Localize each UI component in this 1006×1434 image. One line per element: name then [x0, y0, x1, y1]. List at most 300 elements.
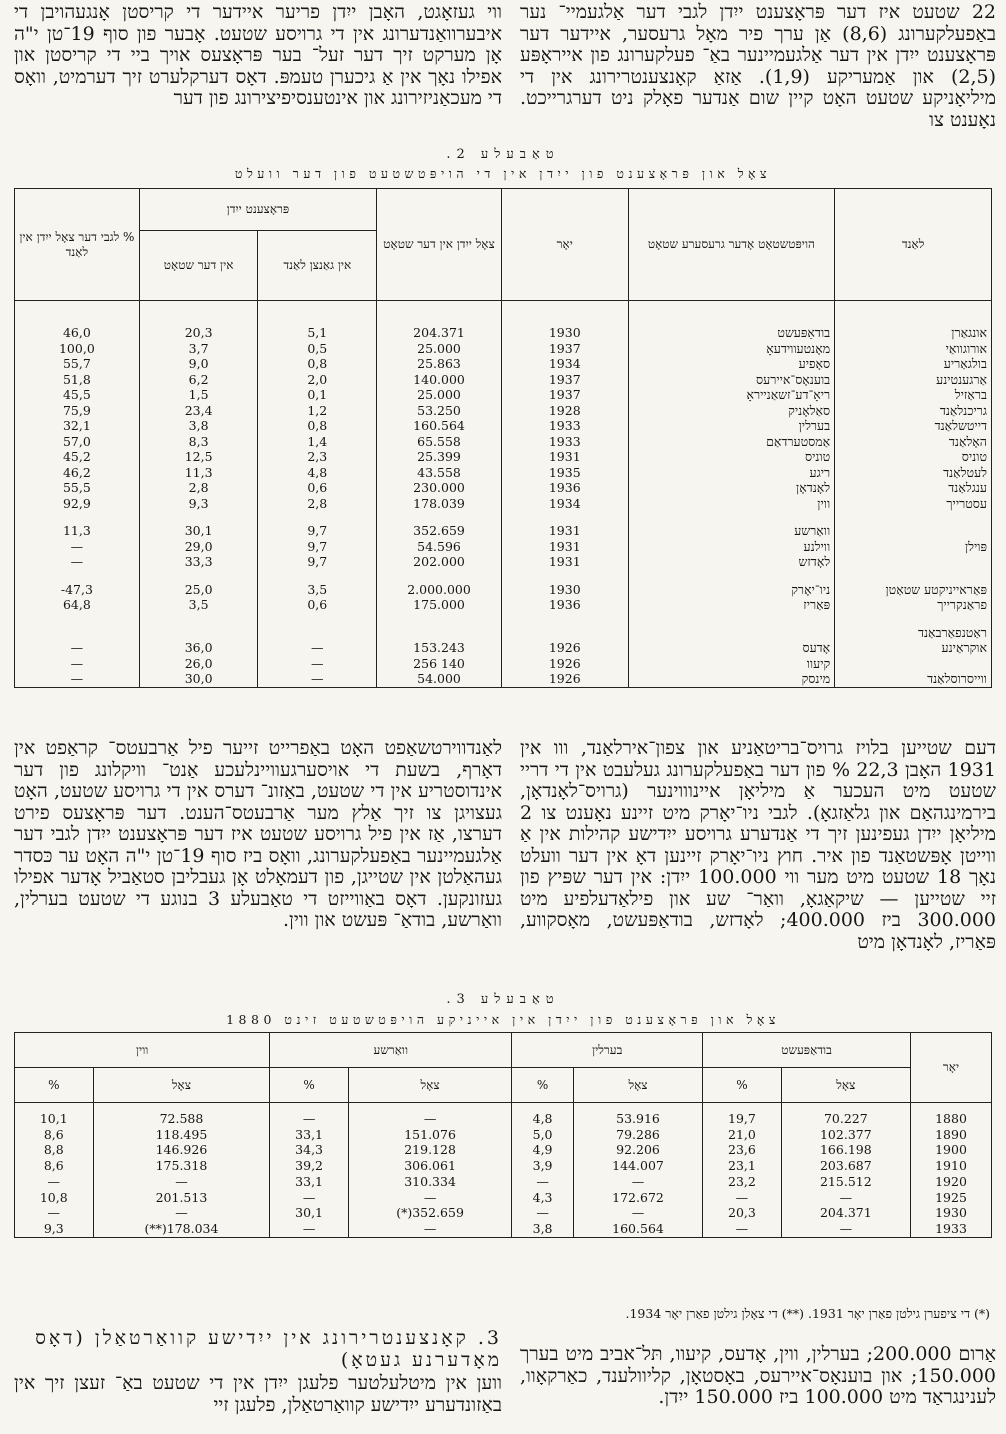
- cell-percent-city: 20,3: [139, 325, 258, 341]
- cell-share: 64,8: [15, 597, 140, 613]
- cell-count: 203.687: [781, 1158, 910, 1174]
- cell-year: 1926: [501, 640, 628, 656]
- t3-header-count: צאָל: [93, 1068, 270, 1103]
- cell-percent: 10,1: [15, 1103, 94, 1127]
- spacer-cell: [501, 570, 628, 582]
- t3-header-count: צאָל: [348, 1068, 511, 1103]
- spacer-cell: [258, 301, 377, 314]
- cell-country: ווייסרוסלאַנד: [835, 671, 992, 687]
- cell-percent: 19,7: [703, 1103, 782, 1127]
- table-row: [15, 656, 992, 672]
- table-row: [15, 1158, 992, 1174]
- table-spacer: [15, 613, 992, 625]
- cell-count: —: [348, 1190, 511, 1206]
- cell-percent-country: 4,8: [258, 465, 377, 481]
- cell-year: 1928: [501, 403, 628, 419]
- cell-total: 352.659: [377, 523, 502, 539]
- cell-percent: 23,2: [703, 1174, 782, 1190]
- cell-total: 2.000.000: [377, 582, 502, 598]
- cell-percent-city: 30,1: [139, 523, 258, 539]
- spacer-cell: [835, 511, 992, 523]
- cell-total: 230.000: [377, 480, 502, 496]
- cell-city: בודאַפּעשט: [628, 325, 835, 341]
- cell-country: פּאַראייניקטע שטאַטן: [835, 582, 992, 598]
- table-row: [15, 582, 992, 598]
- cell-year: 1930: [911, 1205, 992, 1221]
- cell-share: 100,0: [15, 341, 140, 357]
- cell-year: 1926: [501, 656, 628, 672]
- spacer-cell: [835, 570, 992, 582]
- cell-percent-country: 0,8: [258, 356, 377, 372]
- t3-header-percent: %: [512, 1068, 574, 1103]
- t3-header-city-1: בערלין: [512, 1033, 703, 1068]
- cell-percent-city: 25,0: [139, 582, 258, 598]
- cell-total: 65.558: [377, 434, 502, 450]
- cell-count: —: [93, 1174, 270, 1190]
- t3-header-city-0: בודאַפּעשט: [703, 1033, 911, 1068]
- cell-percent: —: [270, 1221, 349, 1237]
- cell-total: 202.000: [377, 554, 502, 570]
- mid-left-text: לאַנדווירטשאַפט האָט באַפרייט זייער פיל אַרבעטס־ קראַפט אין דאָרף, בשעת די אויסערגעוויינלעכע אַנט־ וויקלונג פון דער אינדוסטריע אין די שטעט, באַזונ־ דערס אין די גרויסע שטעט, האָט געצויגן צו זיך אַלץ מער אַרבעטס־הענט. דער פּראָצעס פירט דערצו, אַז אין פיל גרויסע שטעט איז דער פּראָצענט ייִדן לגבי דער אַלגעמיינער באַפעלקערונג, וואָס ביז סוף 19־טן י"ה האָט ער כּסדר געהאַלטן אין שטייגן, פון דעמאָלט אָן געבליבן סטאַביל אָדער אפילו געזונקען. דאָס באַווייזט די טאַבעלע 3 בנוגע די שטעט בערלין, וואַרשע, בודאַ־ פּעשט און ווין.: [14, 738, 502, 931]
- cell-total: 140 256: [377, 656, 502, 672]
- table-spacer: [15, 570, 992, 582]
- bottom-left-column: [14, 1328, 502, 1432]
- cell-year: 1935: [501, 465, 628, 481]
- t3-header-city-2: וואַרשע: [270, 1033, 512, 1068]
- cell-count: 175.318: [93, 1158, 270, 1174]
- cell-percent: —: [270, 1190, 349, 1206]
- cell-count: 215.512: [781, 1174, 910, 1190]
- t3-header-percent: %: [703, 1068, 782, 1103]
- t3-header-percent: %: [270, 1068, 349, 1103]
- top-left-text: ווי געזאָגט, האָבן ייִדן פריער איידער די קריסטן אָנגעהויבן די איבערוואַנדערונג אין די גרויסע שטעט. אָבער פון סוף 19־טן י"ה אָן מערקט זיך דער זעל־ בער פּראָצעס אויך ביי די קריסטן און אפילו נאָך אין אַ גיכערן טעמפּ. דאָס דערקלערט זיך דערמיט, וואָס די מעכאַניזירונג און אינטענסיפיצירונג פון דער: [14, 2, 502, 109]
- table-row: [15, 1142, 992, 1158]
- cell-count: 72.588: [93, 1103, 270, 1127]
- t3-header-year: יאָר: [911, 1033, 992, 1103]
- cell-count: 204.371: [781, 1205, 910, 1221]
- cell-percent-city: 3,7: [139, 341, 258, 357]
- cell-share: 75,9: [15, 403, 140, 419]
- t2-header-percent-group: פּראָצענט ייִדן: [139, 189, 376, 231]
- cell-country: [835, 554, 992, 570]
- table3-subheader: [15, 1068, 992, 1103]
- cell-percent: —: [270, 1103, 349, 1127]
- cell-percent-city: 26,0: [139, 656, 258, 672]
- spacer-cell: [15, 313, 140, 325]
- cell-percent: 34,3: [270, 1142, 349, 1158]
- cell-total: 54.596: [377, 539, 502, 555]
- cell-country: עסטרייך: [835, 496, 992, 512]
- t2-header-total: צאָל ייִדן אין דער שטאָט: [377, 189, 502, 301]
- cell-percent: 8,6: [15, 1127, 94, 1143]
- cell-total: 175.000: [377, 597, 502, 613]
- t2-header-year: יאָר: [501, 189, 628, 301]
- cell-count: 146.926: [93, 1142, 270, 1158]
- cell-total: 43.558: [377, 465, 502, 481]
- spacer-cell: [15, 613, 140, 625]
- cell-percent-city: 12,5: [139, 449, 258, 465]
- table-row: [15, 418, 992, 434]
- table-row: [15, 403, 992, 419]
- spacer-cell: [501, 313, 628, 325]
- cell-country: לעטלאַנד: [835, 465, 992, 481]
- cell-count: 151.076: [348, 1127, 511, 1143]
- table3-footnote: (*) די ציפערן גילטן פאַרן יאָר 1931. (**) די צאָלן גילטן פאַרן יאָר 1934.: [625, 1306, 990, 1321]
- cell-percent: —: [15, 1174, 94, 1190]
- cell-percent: 8,6: [15, 1158, 94, 1174]
- table-row: [15, 671, 992, 687]
- t3-header-percent: %: [15, 1068, 94, 1103]
- cell-percent-city: 36,0: [139, 640, 258, 656]
- cell-count: 178.034(**): [93, 1221, 270, 1237]
- cell-city: לאָדזש: [628, 554, 835, 570]
- cell-count: 172.672: [573, 1190, 702, 1206]
- cell-percent-country: 1,4: [258, 434, 377, 450]
- cell-percent: —: [512, 1174, 574, 1190]
- table-row: [15, 1103, 992, 1127]
- table-row: [15, 1190, 992, 1206]
- cell-count: 310.334: [348, 1174, 511, 1190]
- table2-title: צאָל און פּראָצענט פון ייִדן אין די הויפּטשטעט פון דער וועלט: [234, 166, 772, 181]
- cell-city: ווילנע: [628, 539, 835, 555]
- cell-country: גריכנלאַנד: [835, 403, 992, 419]
- cell-share: —: [15, 656, 140, 672]
- cell-percent: 8,8: [15, 1142, 94, 1158]
- cell-percent-country: 2,8: [258, 496, 377, 512]
- cell-count: —: [573, 1205, 702, 1221]
- cell-share: —: [15, 640, 140, 656]
- cell-year: 1890: [911, 1127, 992, 1143]
- cell-year: 1920: [911, 1174, 992, 1190]
- cell-count: —: [93, 1205, 270, 1221]
- cell-city: אָדעס: [628, 640, 835, 656]
- spacer-cell: [377, 570, 502, 582]
- cell-country: בראַזיל: [835, 387, 992, 403]
- spacer-cell: [501, 613, 628, 625]
- spacer-cell: [15, 511, 140, 523]
- table-row: [15, 372, 992, 388]
- cell-count: 306.061: [348, 1158, 511, 1174]
- cell-percent: 3,8: [512, 1221, 574, 1237]
- cell-count: —: [348, 1103, 511, 1127]
- cell-percent: —: [512, 1205, 574, 1221]
- cell-country: ראַטנפאַרבאַנד: [835, 625, 992, 641]
- cell-year: 1926: [501, 671, 628, 687]
- cell-percent: 3,9: [512, 1158, 574, 1174]
- cell-year: 1937: [501, 341, 628, 357]
- cell-percent: 21,0: [703, 1127, 782, 1143]
- cell-share: —: [15, 539, 140, 555]
- cell-country: ענגלאַנד: [835, 480, 992, 496]
- spacer-cell: [139, 301, 258, 314]
- cell-percent: —: [15, 1205, 94, 1221]
- cell-country: פּוילן: [835, 539, 992, 555]
- cell-total: 25.000: [377, 341, 502, 357]
- cell-country: אַרגענטינע: [835, 372, 992, 388]
- cell-percent-country: 2,0: [258, 372, 377, 388]
- mid-right-paragraph: [520, 738, 996, 1013]
- cell-count: 92.206: [573, 1142, 702, 1158]
- cell-empty: [377, 625, 502, 641]
- cell-year: 1934: [501, 356, 628, 372]
- top-left-paragraph: [14, 2, 502, 130]
- cell-city: מאָנטעווידעאָ: [628, 341, 835, 357]
- t2-header-share: % לגבי דער צאָל ייִדן אין לאַנד: [15, 189, 140, 301]
- cell-count: —: [781, 1190, 910, 1206]
- cell-count: —: [348, 1221, 511, 1237]
- top-right-paragraph: [520, 2, 996, 130]
- cell-share: 11,3: [15, 523, 140, 539]
- cell-city: ניו־יאָרק: [628, 582, 835, 598]
- cell-city: ריאָ־דע־זשאַנייראָ: [628, 387, 835, 403]
- cell-year: 1937: [501, 387, 628, 403]
- cell-percent-city: 9,3: [139, 496, 258, 512]
- table-row: [15, 1221, 992, 1237]
- cell-total: 25.863: [377, 356, 502, 372]
- table-row: [15, 523, 992, 539]
- table-row: [15, 1174, 992, 1190]
- spacer-cell: [628, 511, 835, 523]
- cell-share: —: [15, 554, 140, 570]
- cell-country: אורוגוואַי: [835, 341, 992, 357]
- cell-percent-country: 3,5: [258, 582, 377, 598]
- cell-percent: 30,1: [270, 1205, 349, 1221]
- cell-total: 204.371: [377, 325, 502, 341]
- spacer-cell: [377, 511, 502, 523]
- spacer-cell: [258, 313, 377, 325]
- spacer-cell: [377, 613, 502, 625]
- bottom-left-text: ווען אין מיטלעלטער פלעגן ייִדן אין די שטעט באַ־ זעצן זיך אין באַזונדערע ייִדישע קוואַרטאַלן, פלעגן זיי: [14, 1372, 502, 1416]
- cell-total: 140.000: [377, 372, 502, 388]
- table-row: [15, 449, 992, 465]
- cell-percent-country: 0,8: [258, 418, 377, 434]
- spacer-cell: [139, 313, 258, 325]
- table-spacer: [15, 301, 992, 314]
- cell-city: טוניס: [628, 449, 835, 465]
- spacer-cell: [628, 301, 835, 314]
- table-row: [15, 356, 992, 372]
- cell-percent-city: 2,8: [139, 480, 258, 496]
- cell-count: 352.659(*): [348, 1205, 511, 1221]
- table-row: [15, 325, 992, 341]
- cell-share: 46,2: [15, 465, 140, 481]
- table2-body: [15, 301, 992, 688]
- cell-year: 1930: [501, 582, 628, 598]
- cell-count: 102.377: [781, 1127, 910, 1143]
- cell-percent-city: 33,3: [139, 554, 258, 570]
- table-row: [15, 387, 992, 403]
- t3-header-count: צאָל: [573, 1068, 702, 1103]
- cell-percent: 33,1: [270, 1174, 349, 1190]
- cell-percent: 23,1: [703, 1158, 782, 1174]
- cell-city: סאַלאָניק: [628, 403, 835, 419]
- cell-percent: —: [703, 1221, 782, 1237]
- cell-country: פראַנקרייך: [835, 597, 992, 613]
- cell-percent: 33,1: [270, 1127, 349, 1143]
- cell-percent-country: 0,6: [258, 480, 377, 496]
- spacer-cell: [628, 313, 835, 325]
- cell-share: 47,3-: [15, 582, 140, 598]
- table3: [14, 1032, 992, 1238]
- cell-count: 70.227: [781, 1103, 910, 1127]
- cell-share: 55,5: [15, 480, 140, 496]
- cell-year: 1936: [501, 480, 628, 496]
- spacer-cell: [15, 570, 140, 582]
- table-spacer: [15, 511, 992, 523]
- cell-count: —: [781, 1221, 910, 1237]
- t2-header-in-city: אין דער שטאָט: [139, 231, 258, 301]
- t2-header-capital: הויפּטשטאָט אָדער גרעסערע שטאָט: [628, 189, 835, 301]
- cell-year: 1900: [911, 1142, 992, 1158]
- cell-year: 1937: [501, 372, 628, 388]
- cell-percent-city: 9,0: [139, 356, 258, 372]
- spacer-cell: [258, 570, 377, 582]
- spacer-cell: [501, 511, 628, 523]
- cell-total: 53.250: [377, 403, 502, 419]
- cell-year: 1910: [911, 1158, 992, 1174]
- cell-year: 1930: [501, 325, 628, 341]
- cell-total: 25.000: [377, 387, 502, 403]
- spacer-cell: [835, 313, 992, 325]
- cell-country: אוקראַינע: [835, 640, 992, 656]
- cell-percent-city: 29,0: [139, 539, 258, 555]
- cell-share: 45,5: [15, 387, 140, 403]
- table2-number: טאַבעלע 2.: [446, 147, 560, 162]
- cell-country: [835, 523, 992, 539]
- cell-percent: 5,0: [512, 1127, 574, 1143]
- cell-percent-city: 23,4: [139, 403, 258, 419]
- spacer-cell: [15, 301, 140, 314]
- cell-percent-country: —: [258, 656, 377, 672]
- cell-city: קיעוו: [628, 656, 835, 672]
- cell-percent-city: 6,2: [139, 372, 258, 388]
- cell-year: 1931: [501, 449, 628, 465]
- cell-share: 92,9: [15, 496, 140, 512]
- cell-total: 54.000: [377, 671, 502, 687]
- cell-percent-country: —: [258, 640, 377, 656]
- cell-city: בערלין: [628, 418, 835, 434]
- cell-share: 57,0: [15, 434, 140, 450]
- cell-share: 45,2: [15, 449, 140, 465]
- cell-country: האָלאַנד: [835, 434, 992, 450]
- cell-percent-country: 2,3: [258, 449, 377, 465]
- bottom-right-paragraph: [520, 1344, 996, 1432]
- spacer-cell: [139, 570, 258, 582]
- cell-year: 1934: [501, 496, 628, 512]
- cell-city: בוענאָס־איירעס: [628, 372, 835, 388]
- table3-title: צאָל און פּראָצענט פון ייִדן אין אייניקע הויפּטשטעט זינט 1880: [226, 1012, 780, 1027]
- cell-percent-country: 9,7: [258, 554, 377, 570]
- cell-share: 55,7: [15, 356, 140, 372]
- cell-year: 1931: [501, 539, 628, 555]
- cell-empty: [501, 625, 628, 641]
- cell-city: ווין: [628, 496, 835, 512]
- cell-city: לאָנדאָן: [628, 480, 835, 496]
- cell-year: 1931: [501, 523, 628, 539]
- table-row: [15, 434, 992, 450]
- cell-percent-country: 0,1: [258, 387, 377, 403]
- t2-header-country: לאַנד: [835, 189, 992, 301]
- table2: [14, 188, 992, 688]
- spacer-cell: [835, 613, 992, 625]
- cell-count: 201.513: [93, 1190, 270, 1206]
- cell-count: 160.564: [573, 1221, 702, 1237]
- spacer-cell: [258, 613, 377, 625]
- cell-percent: 4,8: [512, 1103, 574, 1127]
- spacer-cell: [258, 511, 377, 523]
- t3-header-count: צאָל: [781, 1068, 910, 1103]
- table-row: [15, 341, 992, 357]
- cell-percent-city: 11,3: [139, 465, 258, 481]
- cell-share: 46,0: [15, 325, 140, 341]
- cell-percent-country: 1,2: [258, 403, 377, 419]
- cell-percent-country: 9,7: [258, 523, 377, 539]
- cell-count: 219.128: [348, 1142, 511, 1158]
- table-row: [15, 640, 992, 656]
- table-row: [15, 1127, 992, 1143]
- cell-percent-country: 0,6: [258, 597, 377, 613]
- cell-year: 1936: [501, 597, 628, 613]
- cell-year: 1933: [501, 418, 628, 434]
- cell-percent: 4,3: [512, 1190, 574, 1206]
- cell-total: 178.039: [377, 496, 502, 512]
- spacer-cell: [377, 301, 502, 314]
- cell-percent: 10,8: [15, 1190, 94, 1206]
- cell-percent-country: 0,5: [258, 341, 377, 357]
- cell-percent-city: 8,3: [139, 434, 258, 450]
- mid-left-paragraph: [14, 738, 502, 1013]
- cell-share: 32,1: [15, 418, 140, 434]
- cell-country: אונגאַרן: [835, 325, 992, 341]
- cell-share: —: [15, 671, 140, 687]
- cell-country: טוניס: [835, 449, 992, 465]
- spacer-cell: [139, 613, 258, 625]
- cell-city: וואַרשע: [628, 523, 835, 539]
- cell-year: 1880: [911, 1103, 992, 1127]
- cell-count: 166.198: [781, 1142, 910, 1158]
- cell-year: 1925: [911, 1190, 992, 1206]
- cell-empty: [258, 625, 377, 641]
- spacer-cell: [628, 570, 835, 582]
- spacer-cell: [501, 301, 628, 314]
- cell-share: 51,8: [15, 372, 140, 388]
- mid-right-text: דעם שטייען בלויז גרויס־בריטאַניע און צפון־אירלאַנד, ווו אין 1931 האָבן 22,3 % פון דער באַפעלקערונג געלעבט אין די דריי שטעט מיט העכער אַ מיליאָן איינוווינער (גרויס־לאָנדאָן, בירמינגהאַם און גלאַזגאָ). לגבי ניו־יאָרק מיט זיינע נאָענט צו 2 מיליאָן ייִדן געפינען זיך די אַנדערע גרויסע ייִדישע קהילות אין אַ ווייטן אָפּשטאַנד פון איר. חוץ ניו־יאָרק זיינען דאָ אין דער וועלט נאָך 18 שטעט מיט מער ווי 100.000 ייִדן: אין דער שפּיץ פון זיי שטייען — שיקאַגאָ, וואַר־ שע און פילאַדעלפיע מיט 300.000 ביז 400.000; לאָדזש, בודאַפּעשט, מאָסקווע, פּאַריז, לאָנדאָן מיט: [520, 738, 996, 953]
- cell-percent-country: 9,7: [258, 539, 377, 555]
- cell-city: ריגע: [628, 465, 835, 481]
- cell-percent: —: [703, 1190, 782, 1206]
- cell-total: 160.564: [377, 418, 502, 434]
- cell-percent-city: 30,0: [139, 671, 258, 687]
- top-right-text: 22 שטעט איז דער פּראָצענט ייִדן לגבי דער אַלגעמיי־ נער באַפעלקערונג (8,6) אַן ערך פיר מאָל גרעסער, איידער דער פּראָצענט ייִדן אין דער אַלגעמיינער באַ־ פעלקערונג פון אייראָפּע (2,5) און אַמעריקע (1,9). אַזאַ קאָנצענטרירונג אין די מיליאָניקע שטעט האָט קיין שום אַנדער פאָלק ניט דערגרייכט. נאָענט צו: [520, 2, 996, 130]
- cell-total: 25.399: [377, 449, 502, 465]
- cell-empty: [628, 625, 835, 641]
- table-row: [15, 597, 992, 613]
- cell-percent-city: 3,8: [139, 418, 258, 434]
- cell-percent: 20,3: [703, 1205, 782, 1221]
- cell-percent: 23,6: [703, 1142, 782, 1158]
- cell-empty: [15, 625, 140, 641]
- cell-percent: 9,3: [15, 1221, 94, 1237]
- cell-country: דייטשלאַנד: [835, 418, 992, 434]
- cell-city: פּאַריז: [628, 597, 835, 613]
- table-row: [15, 465, 992, 481]
- cell-year: 1933: [911, 1221, 992, 1237]
- cell-country: בולגאַריע: [835, 356, 992, 372]
- cell-total: 153.243: [377, 640, 502, 656]
- t2-header-in-country: אין גאַנצן לאַנד: [258, 231, 377, 301]
- table-row: [15, 554, 992, 570]
- table-row: [15, 480, 992, 496]
